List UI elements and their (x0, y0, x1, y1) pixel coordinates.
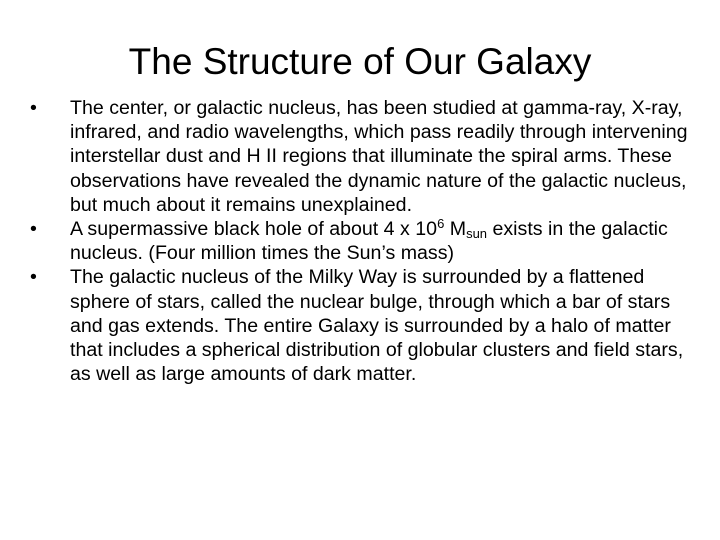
exponent: 6 (437, 216, 445, 232)
bullet-marker: • (30, 266, 37, 289)
bullet-item (30, 217, 690, 265)
bullet-list (30, 96, 690, 386)
bullet-item (30, 265, 690, 386)
mass-subscript: sun (466, 226, 488, 242)
bullet-text: The galactic nucleus of the Milky Way is surrounded by a flattened sphere of stars, called the nuclear bulge, through which a bar of stars and gas extends. The entire Galaxy is surrounded by a halo of matter that includes a spherical distribution of globular clusters and field stars, as well as large amounts of dark matter. (70, 266, 684, 386)
bullet-item (30, 96, 690, 217)
mass-symbol: M (449, 218, 467, 241)
bullet-text-after: exists in the galactic nucleus. (Four million times the Sun’s mass) (70, 218, 668, 265)
bullet-text: The center, or galactic nucleus, has been studied at gamma-ray, X-ray, infrared, and radio wavelengths, which pass readily through intervening interstellar dust and H II regions that illuminate the spiral arms. These observations have revealed the dynamic nature of the galactic nucleus, but much about it remains unexplained. (70, 97, 688, 216)
slide-title: The Structure of Our Galaxy (128, 41, 592, 82)
bullet-marker: • (30, 218, 37, 241)
bullet-marker: • (30, 97, 37, 119)
bullet-text-before: A supermassive black hole of about 4 x 10 (70, 218, 438, 241)
